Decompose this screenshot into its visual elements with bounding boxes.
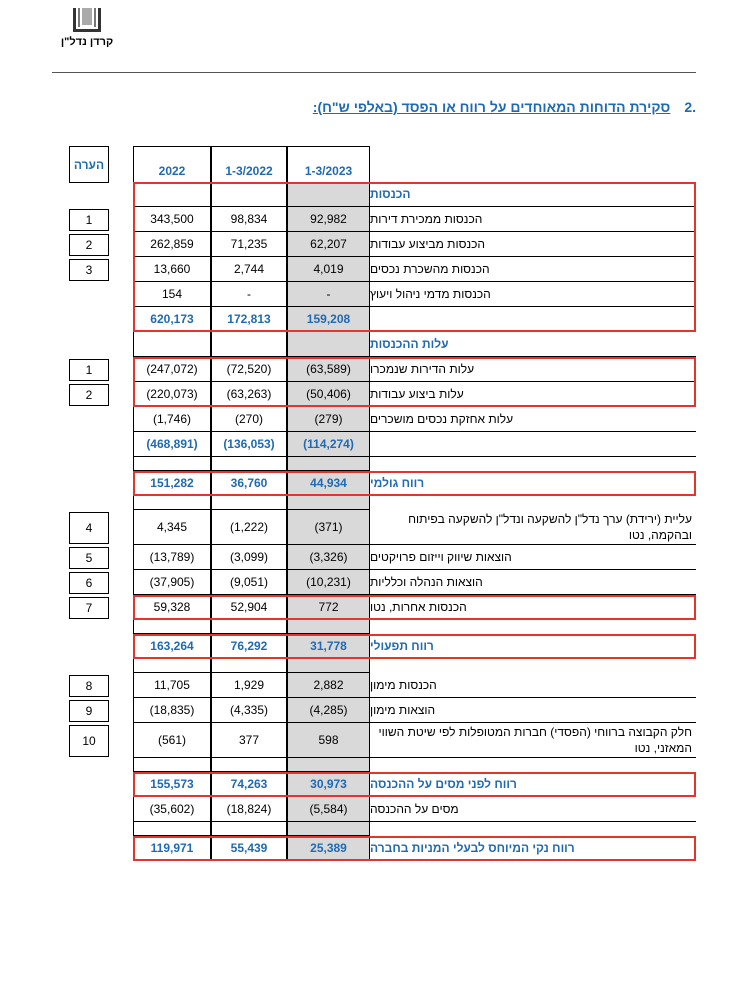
value-cell: 59,328 [133,595,211,620]
spacer-cell [211,659,287,673]
value-cell: (561) [133,723,211,758]
value-cell: (18,835) [133,698,211,723]
spacer-cell [287,620,370,634]
value-cell: 119,971 [133,836,211,861]
row-label: הכנסות מימון [370,673,696,698]
value-cell: 2,882 [287,673,370,698]
spacer-cell [133,659,211,673]
value-cell: 172,813 [211,307,287,332]
spacer-cell [133,496,211,510]
value-cell: 98,834 [211,207,287,232]
value-cell: (10,231) [287,570,370,595]
spacer-cell [211,758,287,772]
value-cell: (3,099) [211,545,287,570]
value-cell: (247,072) [133,357,211,382]
value-cell [211,332,287,357]
value-cell: (18,824) [211,797,287,822]
value-cell: (4,285) [287,698,370,723]
value-cell: (63,589) [287,357,370,382]
value-cell: (4,335) [211,698,287,723]
row-label: עלות הדירות שנמכרו [370,357,696,382]
spacer-cell [133,620,211,634]
row-label: הכנסות אחרות, נטו [370,595,696,620]
row-label: הכנסות מביצוע עבודות [370,232,696,257]
value-cell: 52,904 [211,595,287,620]
note-ref: 9 [69,700,109,722]
value-cell: (35,602) [133,797,211,822]
spacer-cell [287,822,370,836]
value-cell: 76,292 [211,634,287,659]
value-cell: (50,406) [287,382,370,407]
value-cell: 30,973 [287,772,370,797]
highlight-box [133,182,696,332]
value-cell: 377 [211,723,287,758]
value-cell: 36,760 [211,471,287,496]
note-ref: 7 [69,597,109,619]
highlight-box [133,357,696,407]
value-cell: 155,573 [133,772,211,797]
value-cell: 151,282 [133,471,211,496]
value-cell: (72,520) [211,357,287,382]
section-number: .2 [684,99,696,115]
value-cell: (9,051) [211,570,287,595]
value-cell: (1,746) [133,407,211,432]
value-cell: 343,500 [133,207,211,232]
note-ref: 1 [69,209,109,231]
highlight-box [133,471,696,496]
value-cell: (114,274) [287,432,370,457]
note-ref: 3 [69,259,109,281]
row-label: עליית (ירידת) ערך נדל"ן להשקעה ונדל"ן להשקעה בפיתוח ובהקמה, נטו [370,510,696,545]
value-cell: (1,222) [211,510,287,545]
highlight-box [133,772,696,797]
note-ref: 4 [69,512,109,544]
spacer-cell [211,496,287,510]
column-header: 1-3/2023 [287,146,370,183]
value-cell: - [211,282,287,307]
note-ref: 6 [69,572,109,594]
section-label: עלות ההכנסות [370,332,696,357]
note-ref: 8 [69,675,109,697]
value-cell: 772 [287,595,370,620]
value-cell: 154 [133,282,211,307]
value-cell: (63,263) [211,382,287,407]
value-cell [287,332,370,357]
column-header: 1-3/2022 [211,146,287,183]
row-label: הוצאות מימון [370,698,696,723]
value-cell: (371) [287,510,370,545]
highlight-box [133,634,696,659]
spacer-cell [211,457,287,471]
value-cell: (5,584) [287,797,370,822]
note-ref: 2 [69,234,109,256]
spacer-cell [287,457,370,471]
value-cell: 71,235 [211,232,287,257]
value-cell: (3,326) [287,545,370,570]
value-cell: 25,389 [287,836,370,861]
value-cell: 4,345 [133,510,211,545]
note-ref: 5 [69,547,109,569]
row-label: רווח תפעולי [370,634,696,659]
row-label: עלות אחזקת נכסים מושכרים [370,407,696,432]
row-label: חלק הקבוצה ברווחי (הפסדי) חברות המטופלות לפי שיטת השווי המאזני, נטו [370,723,696,758]
section-heading: סקירת הדוחות המאוחדים על רווח או הפסד (באלפי ש"ח): [312,99,671,115]
row-label: הוצאות הנהלה וכלליות [370,570,696,595]
note-ref: 2 [69,384,109,406]
company-logo [52,8,122,58]
value-cell: 55,439 [211,836,287,861]
note-column-header: הערה [69,146,109,183]
value-cell: 1,929 [211,673,287,698]
value-cell: 163,264 [133,634,211,659]
row-label: רווח לפני מסים על ההכנסה [370,772,696,797]
spacer-cell [133,457,211,471]
note-ref: 1 [69,359,109,381]
spacer-cell [287,496,370,510]
row-label: רווח גולמי [370,471,696,496]
value-cell: 62,207 [287,232,370,257]
row-label: מסים על ההכנסה [370,797,696,822]
row-label: הכנסות ממכירת דירות [370,207,696,232]
row-label: הכנסות מהשכרת נכסים [370,257,696,282]
spacer-cell [133,758,211,772]
spacer-cell [287,659,370,673]
value-cell: 13,660 [133,257,211,282]
logo-icon [73,8,101,32]
spacer-cell [287,758,370,772]
section-label: הכנסות [370,182,696,207]
value-cell: (220,073) [133,382,211,407]
value-cell: (270) [211,407,287,432]
value-cell: (468,891) [133,432,211,457]
value-cell: 92,982 [287,207,370,232]
header-divider [52,72,696,73]
value-cell: (136,053) [211,432,287,457]
value-cell: 44,934 [287,471,370,496]
row-label [370,432,696,457]
value-cell: (13,789) [133,545,211,570]
value-cell: 598 [287,723,370,758]
column-header: 2022 [133,146,211,183]
value-cell: 159,208 [287,307,370,332]
highlight-box [133,595,696,620]
value-cell: 262,859 [133,232,211,257]
value-cell: 31,778 [287,634,370,659]
row-label: רווח נקי המיוחס לבעלי המניות בחברה [370,836,696,861]
value-cell: (279) [287,407,370,432]
spacer-cell [133,822,211,836]
value-cell: 74,263 [211,772,287,797]
value-cell [133,332,211,357]
row-label: עלות ביצוע עבודות [370,382,696,407]
value-cell: (37,905) [133,570,211,595]
spacer-cell [211,822,287,836]
section-title [313,99,696,115]
note-ref: 10 [69,725,109,757]
spacer-cell [211,620,287,634]
row-label: הכנסות מדמי ניהול ויעוץ [370,282,696,307]
value-cell: - [287,282,370,307]
company-name: קרדן נדל"ן [60,36,114,48]
value-cell: 11,705 [133,673,211,698]
row-label: הוצאות שיווק וייזום פרויקטים [370,545,696,570]
highlight-box [133,836,696,861]
value-cell: 2,744 [211,257,287,282]
value-cell: 4,019 [287,257,370,282]
value-cell: 620,173 [133,307,211,332]
